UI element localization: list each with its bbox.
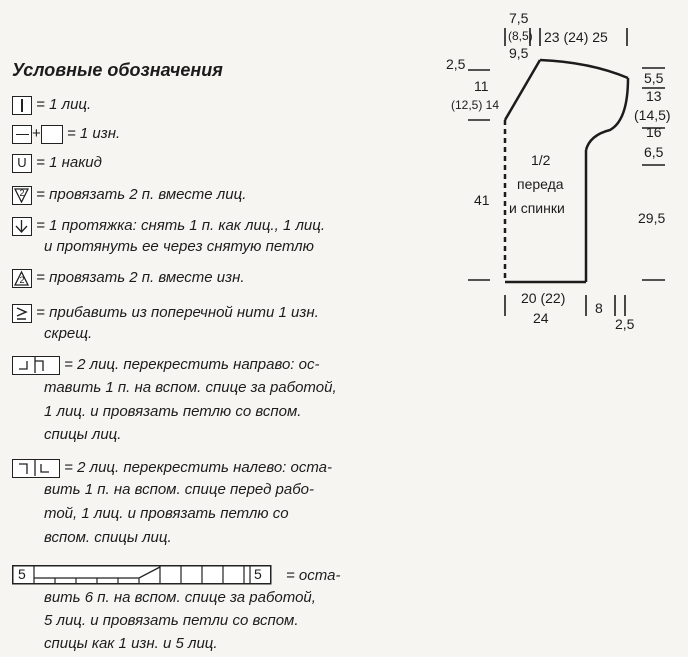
purl-symbol-icon [12, 125, 32, 144]
k2tog-symbol-icon [12, 186, 32, 205]
pattern-label-line3: и спинки [509, 200, 565, 216]
legend-item-yarn-over [12, 153, 102, 173]
empty-cell-icon [41, 125, 63, 144]
pattern-label-line1: 1/2 [531, 152, 551, 168]
cable-cell-label-right: 5 [254, 566, 262, 582]
dim-left-armhole-a: 11 [474, 78, 489, 94]
legend-item-line3: 5 лиц. и провязать петли со вспом. [44, 612, 299, 629]
legend-item-line2: тавить 1 п. на вспом. спице за работой, [44, 379, 337, 396]
legend-item-text: = 1 накид [36, 154, 102, 171]
dim-bottom-width-a: 20 (22) [521, 290, 566, 306]
legend-item-line1: = 2 лиц. перекрестить направо: ос- [64, 356, 320, 373]
legend-item-line2: вить 1 п. на вспом. спице перед рабо- [44, 481, 315, 498]
p2tog-symbol-icon [12, 269, 32, 288]
dim-right-a: 5,5 [644, 70, 664, 86]
dim-left-height: 41 [474, 192, 490, 208]
legend-item-line3: той, 1 лиц. и провязать петлю со [44, 505, 289, 522]
dim-top-left-b: (8,5) [508, 29, 533, 43]
legend-item-cross-left [12, 458, 332, 478]
dim-right-b: 13 [646, 88, 662, 104]
dim-right-e: 6,5 [644, 144, 664, 160]
dim-top-left-c: 9,5 [509, 45, 529, 61]
legend-item-k2tog [12, 185, 246, 205]
legend-item-line4: спицы как 1 изн. и 5 лиц. [44, 635, 218, 652]
knit-symbol-icon [12, 96, 32, 115]
legend-item-line4: вспом. спицы лиц. [44, 529, 172, 546]
cable-symbol-icon [12, 565, 272, 585]
p2tog-number: 2 [19, 274, 25, 285]
legend-item-text: = 1 изн. [66, 125, 121, 142]
legend-item-purl [12, 124, 120, 144]
dim-right-c: (14,5) [634, 107, 671, 123]
legend-item-line1: = прибавить из поперечной нити 1 изн. [36, 304, 319, 321]
yarn-over-symbol-icon: U [12, 154, 32, 173]
legend-item-line1: = 2 лиц. перекрестить налево: оста- [64, 459, 333, 476]
legend-item-line2: скрещ. [44, 325, 93, 342]
dim-left-top: 2,5 [446, 56, 466, 72]
legend-item-line3: 1 лиц. и провязать петлю со вспом. [44, 403, 302, 420]
skp-symbol-icon [12, 217, 32, 236]
cross-left-symbol-icon [12, 459, 60, 478]
dim-bottom-right: 8 [595, 300, 603, 316]
legend-item-line1: = 1 протяжка: снять 1 п. как лиц., 1 лиц. [36, 217, 325, 234]
cable-cell-label-left: 5 [18, 566, 26, 582]
dim-right-d: 16 [646, 124, 662, 140]
dim-bottom-far-right: 2,5 [615, 316, 635, 332]
pattern-label-line2: переда [517, 176, 564, 192]
legend-item-text: = 1 лиц. [36, 96, 92, 113]
dim-bottom-width-b: 24 [533, 310, 549, 326]
cross-right-symbol-icon [12, 356, 60, 375]
plus-sign: + [32, 125, 41, 142]
legend-item-line1: = оста- [286, 567, 341, 584]
legend-item-skp [12, 216, 325, 236]
legend-item-knit [12, 95, 91, 115]
dim-left-armhole-b: (12,5) 14 [451, 98, 500, 112]
legend-item-p2tog [12, 268, 245, 288]
legend-item-text: = провязать 2 п. вместе изн. [36, 269, 245, 286]
legend-item-line2: и протянуть ее через снятую петлю [44, 238, 314, 255]
legend-item-text: = провязать 2 п. вместе лиц. [36, 186, 247, 203]
dim-right-height: 29,5 [638, 210, 666, 226]
dim-top-width: 23 (24) 25 [544, 29, 608, 45]
legend-title: Условные обозначения [12, 60, 223, 80]
legend-item-cross-right [12, 355, 319, 375]
increase-symbol-icon [12, 304, 32, 323]
dim-top-left-a: 7,5 [509, 10, 529, 26]
k2tog-number: 2 [19, 187, 25, 198]
legend-item-increase [12, 303, 319, 323]
legend-item-line4: спицы лиц. [44, 426, 122, 443]
legend-item-line2: вить 6 п. на вспом. спице за работой, [44, 589, 316, 606]
